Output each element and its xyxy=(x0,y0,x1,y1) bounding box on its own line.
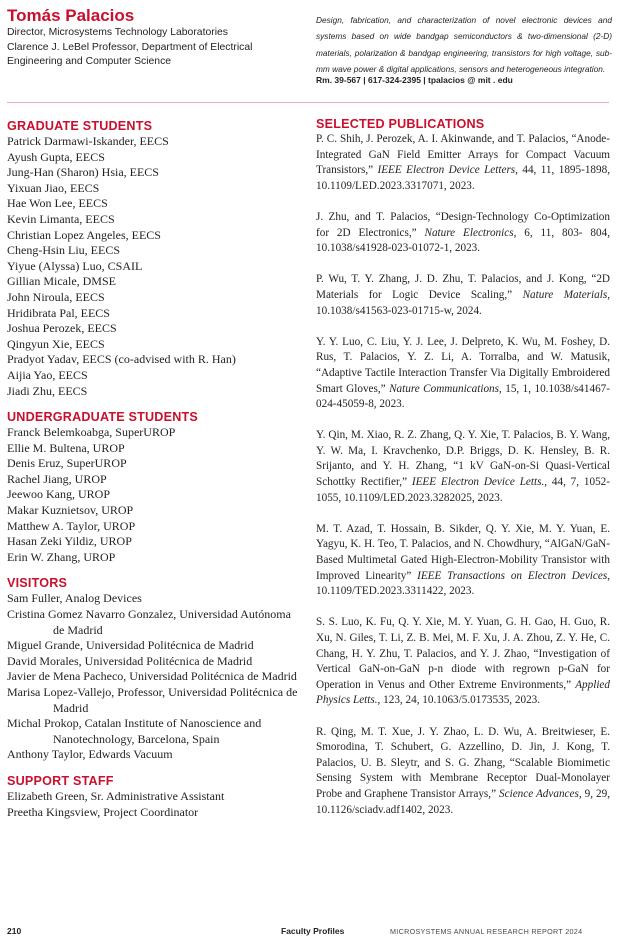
publication-venue: IEEE Transactions on Electron Devices xyxy=(417,569,608,582)
undergraduate-students-heading: UNDERGRADUATE STUDENTS xyxy=(7,410,198,425)
visitors-list xyxy=(7,591,303,763)
person-entry: Pradyot Yadav, EECS (co-advised with R. Han) xyxy=(7,352,236,367)
person-entry: Anthony Taylor, Edwards Vacuum xyxy=(7,747,173,762)
person-entry: Kevin Limanta, EECS xyxy=(7,211,115,226)
person-entry: Makar Kuznietsov, UROP xyxy=(7,503,134,518)
undergraduate-students-list xyxy=(7,425,303,565)
person-entry: Denis Eruz, SuperUROP xyxy=(7,456,127,471)
publication-entry xyxy=(316,522,610,600)
person-entry: Yiyue (Alyssa) Luo, CSAIL xyxy=(7,258,143,273)
publication-venue: Nature Communications xyxy=(389,382,499,395)
person-entry: Franck Belemkoabga, SuperUROP xyxy=(7,425,176,440)
graduate-students-list xyxy=(7,134,303,399)
person-entry: Patrick Darmawi-Iskander, EECS xyxy=(7,134,169,148)
support-staff-list xyxy=(7,789,303,820)
publication-details: , 44, 11, 1895-1898, 10.1109/LED.2023.3317071, 2023. xyxy=(316,164,610,192)
faculty-name: Tomás Palacios xyxy=(7,6,135,25)
publications-list xyxy=(316,132,610,818)
publication-authors: R. Qing, M. T. Xue, J. Y. Zhao, L. D. Wu, A. Breitwieser, E. Smorodina, T. Schubert, G. Azzellino, D. Jin, J. Kong, T. Palacios, U. B. Sleytr, and S. G. Zhang, xyxy=(316,725,610,769)
publication-details: , 15, 1, 10.1038/s41467-024-45059-8, 2023. xyxy=(316,382,610,411)
research-interests: Design, fabrication, and characterization of novel electronic devices and systems based on wide bandgap semiconductors & two-dimensional (2-D) materials, polarization & bandgap engineering, transistors for high voltage, sub-mm wave power & digital applications, sensors and heterogeneous integration. xyxy=(316,15,612,74)
person-entry: Ellie M. Bultena, UROP xyxy=(7,440,125,455)
publication-authors: Y. Qin, M. Xiao, R. Z. Zhang, Q. Y. Xie, T. Palacios, B. Y. Wang, Y. W. Ma, I. Kravchenko, D.P. Briggs, D. K. Hensley, B. R. Srijanto, and Y. H. Zhang, xyxy=(316,429,610,473)
publication-details: , 10.1109/TED.2023.3311422, 2023. xyxy=(316,569,610,598)
publication-authors: P. C. Shih, J. Perozek, A. I. Akinwande, and T. Palacios, xyxy=(316,133,572,145)
person-entry: Hasan Zeki Yildiz, UROP xyxy=(7,534,132,549)
person-entry: Javier de Mena Pacheco, Universidad Politécnica de Madrid xyxy=(7,669,297,684)
publication-title: “Adaptive Tactile Interaction Transfer Via Digitally Embroidered Smart Gloves,” xyxy=(316,366,610,395)
publication-authors: Y. Y. Luo, C. Liu, Y. J. Lee, J. Delpreto, K. Wu, M. Foshey, D. Rus, T. Palacios, Y. Z. Li, A. Torralba, and W. Matusik, xyxy=(316,335,610,364)
publication-entry xyxy=(316,210,610,257)
publication-entry xyxy=(316,615,610,709)
publication-entry xyxy=(316,272,610,319)
publication-authors: J. Zhu, and T. Palacios, xyxy=(316,210,436,223)
person-entry: Hae Won Lee, EECS xyxy=(7,196,108,211)
publication-title: “2D Materials for Logic Device Scaling,” xyxy=(316,273,610,301)
person-entry: Gillian Micale, DMSE xyxy=(7,274,116,289)
publication-entry xyxy=(316,428,610,506)
person-entry: John Niroula, EECS xyxy=(7,289,105,304)
publication-details: , 9, 29, 10.1126/sciadv.adf1402, 2023. xyxy=(316,787,610,816)
publication-authors: S. S. Luo, K. Fu, Q. Y. Xie, M. Y. Yuan, G. H. Gao, H. Guo, R. Xu, N. Giles, T. Li, Z. B. Mei, M. F. Xu, J. A. Zhou, Z. Y. He, C. Chang, H. Y. Zhu, T. Palacios, and Y. J. Zhao, xyxy=(316,616,610,660)
publication-details: , 6, 11, 803- 804, 10.1038/s41928-023-01072-1, 2023. xyxy=(316,226,610,255)
person-entry: Preetha Kingsview, Project Coordinator xyxy=(7,804,199,819)
page-number: 210 xyxy=(7,926,22,936)
people-column xyxy=(7,118,303,820)
publication-authors: M. T. Azad, T. Hossain, B. Sikder, Q. Y. Xie, M. Y. Yuan, E. Yagyu, K. H. Teo, T. Palacios, and N. Chowdhury, xyxy=(316,522,610,551)
publication-title: “Design-Technology Co-Optimization for 2D Electronics,” xyxy=(316,210,610,239)
person-entry: Miguel Grande, Universidad Politécnica de Madrid xyxy=(7,638,254,653)
publication-entry xyxy=(316,132,610,194)
publication-entry xyxy=(316,725,610,819)
publication-venue: Nature Materials xyxy=(522,288,608,301)
person-entry: Jeewoo Kang, UROP xyxy=(7,487,110,502)
publication-venue: Applied Physics Letts. xyxy=(316,678,610,707)
publication-details: , 10.1038/s41563-023-01715-w, 2024. xyxy=(316,288,610,317)
person-entry: Marisa Lopez-Vallejo, Professor, Universidad Politécnica de Madrid xyxy=(7,685,298,715)
person-entry: Cristina Gomez Navarro Gonzalez, Universidad Autónoma de Madrid xyxy=(7,607,291,637)
publication-venue: IEEE Electron Device Letters xyxy=(377,164,516,177)
person-entry: Jiadi Zhu, EECS xyxy=(7,383,88,398)
publication-title: “Anode-Integrated GaN Field Emitter Arrays for Compact Vacuum Transistors,” xyxy=(316,133,610,177)
person-entry: Elizabeth Green, Sr. Administrative Assistant xyxy=(7,788,225,803)
publication-title: “Scalable Biomimetic Sensing System with Membrane Receptor Dual-Monolayer Probe and Graphene Transistor Arrays,” xyxy=(316,756,610,800)
person-entry: Christian Lopez Angeles, EECS xyxy=(7,227,161,242)
publication-entry xyxy=(316,335,610,413)
graduate-students-heading: GRADUATE STUDENTS xyxy=(7,119,153,133)
person-entry: Sam Fuller, Analog Devices xyxy=(7,591,142,606)
person-entry: Hridibrata Pal, EECS xyxy=(7,305,110,320)
footer-report-title: MICROSYSTEMS ANNUAL RESEARCH REPORT 2024 xyxy=(390,927,583,936)
faculty-title-professor: Clarence J. LeBel Professor, Department of Electrical Engineering and Computer Science xyxy=(7,41,253,68)
person-entry: Matthew A. Taylor, UROP xyxy=(7,518,136,533)
publication-venue: IEEE Electron Device Letts. xyxy=(411,476,545,489)
person-entry: Qingyun Xie, EECS xyxy=(7,336,105,351)
visitors-heading: VISITORS xyxy=(7,576,68,591)
publication-venue: Nature Electronics xyxy=(424,226,514,239)
faculty-title-director: Director, Microsystems Technology Laboratories xyxy=(7,27,228,38)
person-entry: Aijia Yao, EECS xyxy=(7,367,88,382)
person-entry: Yixuan Jiao, EECS xyxy=(7,180,100,195)
contact-info: Rm. 39-567 | 617-324-2395 | tpalacios @ mit . edu xyxy=(316,75,513,85)
person-entry: David Morales, Universidad Politécnica de Madrid xyxy=(7,653,253,668)
publications-column xyxy=(316,116,610,834)
header-divider xyxy=(7,102,609,103)
support-staff-heading: SUPPORT STAFF xyxy=(7,773,114,788)
publication-title: “Investigation of Vertical GaN-on-GaN p-n diode with regrown p-GaN for Operation in Venus and Other Extreme Environments,” xyxy=(316,647,610,691)
person-entry: Ayush Gupta, EECS xyxy=(7,149,105,164)
profile-header xyxy=(7,6,303,70)
publication-details: , 123, 24, 10.1063/5.0173535, 2023. xyxy=(377,694,541,707)
publication-title: “AlGaN/GaN-Based Multimetal Gated High-Electron-Mobility Transistor with Improved Linearity” xyxy=(316,538,610,582)
person-entry: Michal Prokop, Catalan Institute of Nanoscience and Nanotechnology, Barcelona, Spain xyxy=(7,716,262,746)
publication-details: , 44, 7, 1052- 1055, 10.1109/LED.2023.3282025, 2023. xyxy=(316,476,610,504)
publication-venue: Science Advances xyxy=(499,787,579,800)
person-entry: Joshua Perozek, EECS xyxy=(7,321,117,336)
selected-publications-heading: SELECTED PUBLICATIONS xyxy=(316,117,485,131)
footer-section-name: Faculty Profiles xyxy=(281,926,345,936)
publication-title: “1 kV GaN-on-Si Quasi-Vertical Schottky Rectifier,” xyxy=(316,460,610,489)
publication-authors: P. Wu, T. Y. Zhang, J. D. Zhu, T. Palacios, and J. Kong, xyxy=(316,273,592,286)
person-entry: Erin W. Zhang, UROP xyxy=(7,549,116,564)
person-entry: Cheng-Hsin Liu, EECS xyxy=(7,243,120,258)
person-entry: Rachel Jiang, UROP xyxy=(7,471,107,486)
person-entry: Jung-Han (Sharon) Hsia, EECS xyxy=(7,165,159,180)
